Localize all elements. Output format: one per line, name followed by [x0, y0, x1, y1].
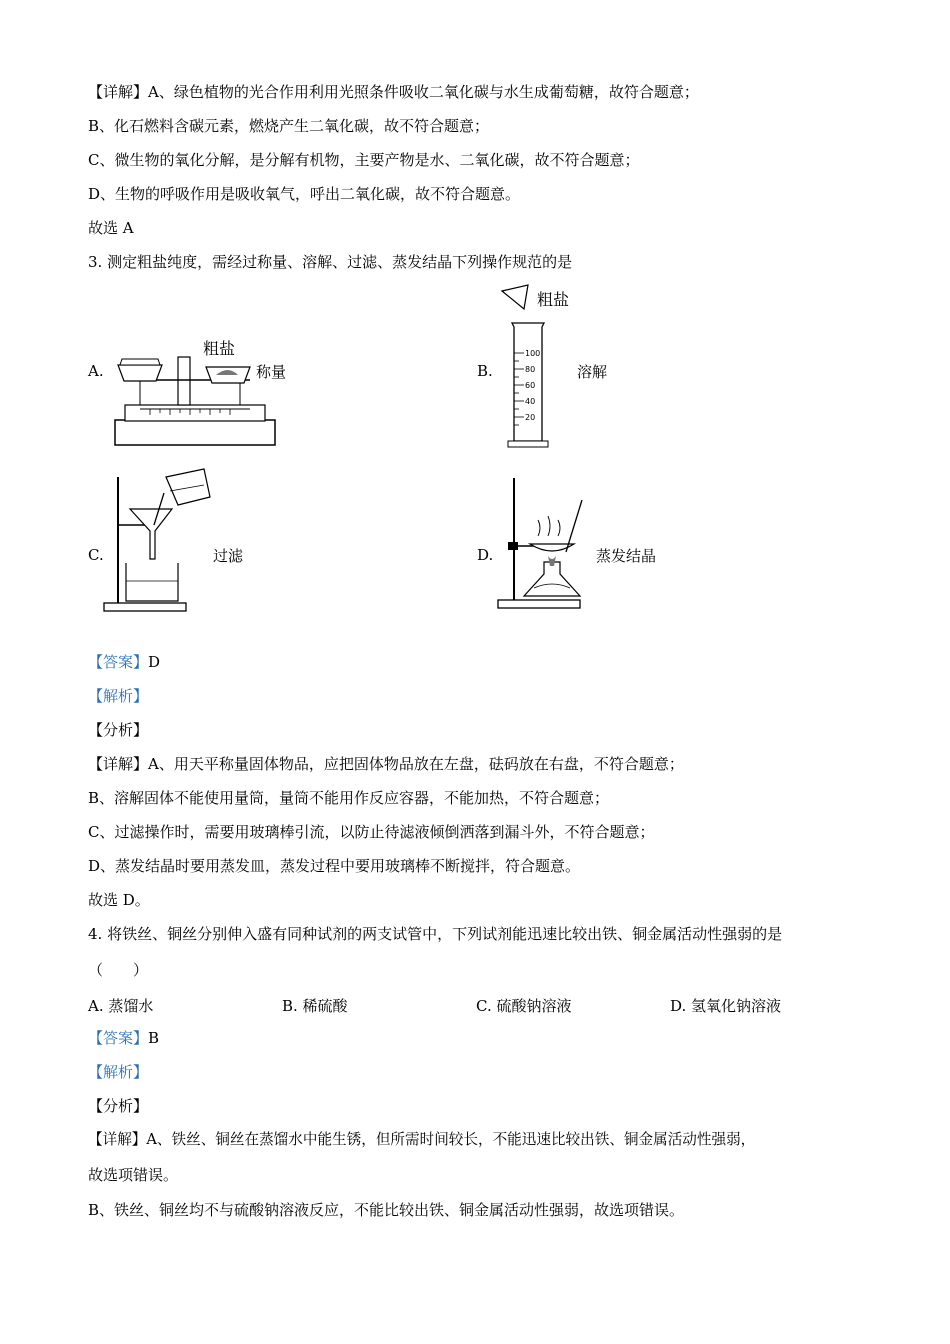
q3-answer-label: 【答案】: [88, 653, 149, 671]
q3-detail-b: B、溶解固体不能使用量筒，量筒不能用作反应容器，不能加热，不符合题意；: [88, 789, 610, 807]
q2-detail-c: C、微生物的氧化分解，是分解有机物，主要产物是水、二氧化碳，故不符合题意；: [88, 151, 640, 169]
q3-detail-a: 【详解】A、用天平称量固体物品，应把固体物品放在左盘，砝码放在右盘，不符合题意；: [88, 755, 684, 773]
q3-option-c-letter: C.: [88, 546, 104, 564]
q3-analysis-label: 【解析】: [88, 687, 149, 705]
q3-option-c-caption: 过滤: [213, 547, 244, 565]
cylinder-mark-80: 80: [525, 365, 536, 374]
q3-detail-c: C、过滤操作时，需要用玻璃棒引流，以防止待滤液倾倒洒落到漏斗外，不符合题意；: [88, 823, 655, 841]
q4-detail-a: 【详解】A、铁丝、铜丝在蒸馏水中能生锈，但所需时间较长，不能迅速比较出铁、铜金属活动性强弱，: [88, 1131, 756, 1148]
q4-detail-a-cont: 故选项错误。: [88, 1166, 179, 1184]
q4-analysis-label: 【解析】: [88, 1063, 149, 1081]
q3-option-d-caption: 蒸发结晶: [596, 547, 657, 565]
q4-option-d: D. 氢氧化钠溶液: [670, 997, 782, 1015]
cylinder-mark-40: 40: [525, 397, 536, 406]
q3-option-b-letter: B.: [477, 362, 493, 380]
q3-option-b-tag: 粗盐: [537, 290, 570, 309]
q3-option-d-letter: D.: [477, 546, 494, 564]
q2-detail-b: B、化石燃料含碳元素，燃烧产生二氧化碳，故不符合题意；: [88, 117, 490, 135]
balance-figure: [110, 335, 280, 454]
cylinder-mark-20: 20: [525, 413, 536, 422]
q3-answer: [88, 652, 160, 672]
q3-option-a-letter: A.: [88, 362, 104, 380]
q3-conclusion: 故选 D。: [88, 891, 150, 909]
filtration-figure: [100, 463, 220, 619]
q4-detail-b: B、铁丝、铜丝均不与硫酸钠溶液反应，不能比较出铁、铜金属活动性强弱，故选项错误。: [88, 1201, 685, 1219]
q3-option-a-caption: 称量: [256, 363, 287, 381]
evaporation-figure: [494, 470, 594, 616]
q3-option-a-tag: 粗盐: [203, 339, 236, 358]
q3-stem: 3. 测定粗盐纯度，需经过称量、溶解、过滤、蒸发结晶下列操作规范的是: [88, 253, 573, 271]
q4-fenxi-label: 【分析】: [88, 1097, 149, 1115]
q4-answer-value: B: [148, 1029, 160, 1047]
q3-option-b-caption: 溶解: [577, 363, 608, 381]
q4-option-b: B. 稀硫酸: [282, 997, 348, 1015]
q4-answer-label: 【答案】: [88, 1029, 149, 1047]
cylinder-mark-60: 60: [525, 381, 536, 390]
q3-fenxi-label: 【分析】: [88, 721, 149, 739]
q4-option-c: C. 硫酸钠溶液: [476, 997, 572, 1015]
q4-stem: 4. 将铁丝、铜丝分别伸入盛有同种试剂的两支试管中，下列试剂能迅速比较出铁、铜金属活动性强弱的是: [88, 925, 783, 943]
q3-answer-value: D: [148, 653, 161, 671]
cylinder-mark-100: 100: [525, 349, 541, 358]
q2-detail-d: D、生物的呼吸作用是吸收氧气，呼出二氧化碳，故不符合题意。: [88, 185, 521, 203]
q4-option-a: A. 蒸馏水: [88, 997, 154, 1015]
q2-detail-a: 【详解】A、绿色植物的光合作用利用光照条件吸收二氧化碳与水生成葡萄糖，故符合题意；: [88, 83, 699, 101]
q4-answer: [88, 1028, 159, 1048]
q4-paren: （ ）: [88, 961, 149, 979]
q2-conclusion: 故选 A: [88, 219, 134, 237]
q3-detail-d: D、蒸发结晶时要用蒸发皿，蒸发过程中要用玻璃棒不断搅拌，符合题意。: [88, 857, 581, 875]
